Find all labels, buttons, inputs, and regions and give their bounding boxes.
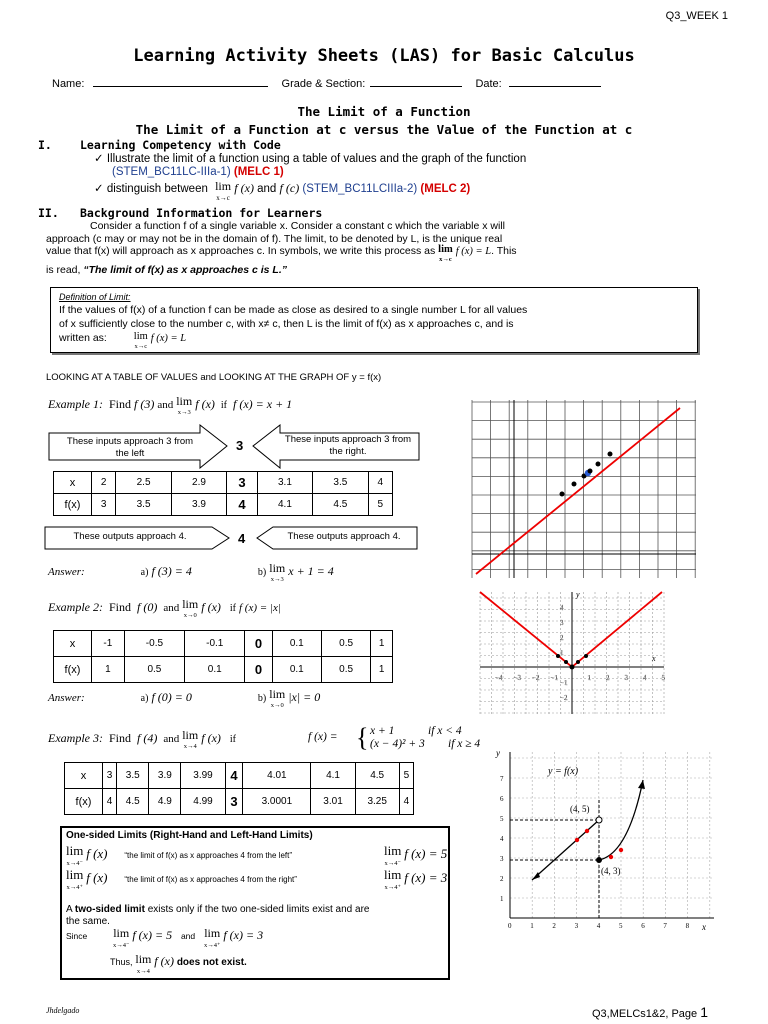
tick-label: 1 [500, 895, 504, 903]
lim-word: lim [384, 843, 402, 858]
check-icon: ✓ [94, 153, 104, 165]
function-line [480, 592, 662, 667]
piecewise-cond-2: if x ≥ 4 [448, 738, 481, 750]
data-point [560, 492, 565, 497]
lim-sub: x→3 [270, 576, 284, 583]
lim-sub: x→4 [183, 743, 197, 750]
fx-expr: f (x) [195, 397, 215, 411]
background-paragraph [46, 220, 726, 277]
example-1-table [53, 471, 393, 516]
data-point [609, 855, 613, 859]
looking-heading: LOOKING AT A TABLE OF VALUES and LOOKING AT THE GRAPH OF y = f(x) [46, 372, 382, 383]
lim-word: lim [215, 179, 232, 193]
since-right-value: f (x) = 3 [223, 928, 264, 942]
table-cell: 4.1 [311, 763, 355, 789]
grid-lines [472, 400, 696, 578]
answer-b: x + 1 = 4 [288, 564, 334, 578]
graph-3 [488, 744, 718, 934]
tick-label: 5 [500, 815, 504, 823]
data-point [564, 660, 568, 664]
if-word: if [229, 603, 236, 614]
out-right-text: These outputs approach 4. [287, 531, 401, 542]
lim-sub: x→4 [136, 968, 150, 975]
right-limit-value: f (x) = 3 [404, 870, 448, 885]
table-cell: 2.9 [171, 472, 226, 494]
tick-label: 6 [641, 922, 645, 930]
name-field[interactable] [93, 86, 268, 87]
tick-label: 4 [596, 922, 601, 930]
f3-expr: f (3) [134, 397, 155, 411]
tick-label: 2 [606, 674, 610, 682]
f0-expr: f (0) [137, 600, 158, 614]
lim-word: lim [176, 394, 193, 408]
and-word: and [157, 399, 174, 411]
lim-word: lim [269, 561, 286, 575]
answer-b-label: b) [257, 693, 267, 704]
table-cell: 0.5 [321, 631, 370, 657]
para-line-4-quote: “The limit of f(x) as x approaches c is L.” [83, 264, 287, 277]
axis-label-x: x [652, 654, 656, 663]
fx-expr: f (x) [201, 600, 221, 614]
left-limit-value: f (x) = 5 [404, 846, 448, 861]
competency-2 [94, 181, 470, 203]
since-word: Since [66, 931, 88, 941]
melc-1-badge: (MELC 1) [233, 166, 284, 178]
data-point [570, 665, 575, 670]
table-cell: 0.1 [185, 657, 245, 683]
point-label-4-5: (4, 5) [570, 804, 590, 814]
lim-word: lim [66, 843, 84, 858]
tick-label: 2 [500, 875, 504, 883]
grid-lines [510, 752, 714, 918]
example-2-answer [48, 687, 321, 710]
data-point [584, 654, 588, 658]
one-sided-limits-box [60, 826, 450, 980]
tick-label: 1 [530, 922, 534, 930]
two-sided-b: exists only if the two one-sided limits exist and are [147, 904, 370, 915]
tick-label: 4 [560, 604, 564, 612]
table-cell: 5 [368, 494, 392, 516]
point-label-4-3: (4, 3) [601, 866, 621, 876]
center-4: 4 [238, 531, 246, 546]
answer-a-label: a) [140, 567, 149, 578]
lim-sub: x→0 [183, 612, 197, 619]
thus-fx: f (x) [154, 954, 174, 968]
lim-word: lim [133, 331, 148, 342]
lim-sub: x→4⁺ [204, 942, 221, 949]
answer-a-label: a) [140, 693, 149, 704]
fx-definition: f (x) = |x| [239, 602, 281, 614]
example-1-answer [48, 561, 334, 584]
two-sided-bold: two-sided limit [74, 904, 145, 915]
open-point [596, 817, 602, 823]
lim-sub: x→4⁺ [66, 884, 83, 891]
section-1-heading: Learning Competency with Code [80, 138, 281, 152]
table-cell: -0.1 [185, 631, 245, 657]
lim-word: lim [269, 687, 286, 701]
brace-icon: { [356, 723, 369, 752]
page-label: Q3,MELCs1&2, Page [591, 1008, 698, 1020]
tick-label: 0 [508, 922, 512, 930]
competency-1-code-line [112, 166, 284, 178]
table-cell: -0.5 [124, 631, 184, 657]
dne-text: does not exist. [176, 957, 247, 968]
two-sided-text [66, 904, 446, 928]
table-cell: 0.1 [272, 631, 321, 657]
example-1-label: Example 1: [48, 397, 103, 411]
out-left-text: These outputs approach 4. [73, 531, 187, 542]
since-left-value: f (x) = 5 [132, 928, 173, 942]
example-2-table [53, 630, 393, 683]
table-cell: 3.0001 [243, 789, 311, 815]
lim-word: lim [113, 926, 130, 940]
arrow-outputs-right [256, 525, 418, 551]
week-label: Q3_WEEK 1 [665, 10, 728, 22]
answer-a: f (3) = 4 [151, 564, 192, 578]
arrow-right-text: These inputs approach 3 from the right. [284, 434, 412, 457]
data-point [608, 452, 613, 457]
example-3-table [64, 762, 414, 815]
lim-word: lim [204, 926, 221, 940]
name-label: Name: [52, 78, 85, 90]
para-line-1: Consider a function f of a single variable x. Consider a constant c which the variable x will [90, 220, 505, 232]
data-point [596, 462, 601, 467]
data-point [619, 848, 623, 852]
example-2-line [48, 597, 281, 620]
para-line-4 [46, 264, 726, 277]
tick-label: 4 [643, 674, 647, 682]
lim-sub: x→4⁻ [113, 942, 130, 949]
example-2-label: Example 2: [48, 600, 103, 614]
table-row [65, 763, 414, 789]
page-number: 1 [700, 1004, 708, 1020]
fc-expr: f (c) [279, 181, 300, 195]
answer-label: Answer: [48, 566, 85, 578]
fx-expr: f (x) [201, 731, 221, 745]
tick-label: −2 [560, 694, 568, 702]
table-cell: 0 [245, 657, 272, 683]
tick-label: −1 [560, 679, 568, 687]
fx-eq-L: f (x) = L [455, 246, 492, 258]
piecewise-cond-1: if x < 4 [428, 725, 462, 737]
definition-line-2: of x sufficiently close to the number c, with x≠ c, then L is the limit of f(x) as x approaches c, and is [59, 318, 514, 330]
fx-expr: f (x) [234, 181, 254, 195]
tick-label: 3 [500, 855, 504, 863]
table-cell: 3.9 [171, 494, 226, 516]
f4-expr: f (4) [137, 731, 158, 745]
tick-label: −1 [550, 674, 558, 682]
func-label: y = f(x) [548, 766, 579, 777]
table-cell: 5 [399, 763, 413, 789]
since-row [66, 928, 446, 951]
table-cell: 1 [371, 657, 393, 683]
table-cell: 3.01 [311, 789, 355, 815]
tick-label: 3 [574, 922, 579, 930]
data-point [575, 838, 579, 842]
graph-1 [470, 398, 698, 580]
tick-label: 8 [685, 922, 690, 930]
table-cell: 4 [368, 472, 392, 494]
author-signature: Jhdelgado [46, 1006, 80, 1015]
tick-label: 1 [587, 674, 591, 682]
page-footer [592, 1004, 708, 1020]
competency-2-code: (STEM_BC11LCIIIa-2) [302, 183, 418, 195]
table-cell: 0.5 [124, 657, 184, 683]
competency-1-code: (STEM_BC11LC-IIIa-1) [112, 166, 231, 178]
table-cell: 2 [92, 472, 116, 494]
axis-label-x: x [702, 922, 706, 932]
answer-a: f (0) = 0 [151, 690, 192, 704]
and-word: and [257, 183, 277, 195]
piecewise-case-1: x + 1 [370, 725, 395, 737]
and-word: and [163, 733, 180, 745]
arrow-inputs-right [252, 424, 420, 469]
axis-label-y: y [576, 590, 580, 599]
two-sided-c: the same. [66, 916, 110, 927]
tick-label: 1 [560, 649, 564, 657]
lim-word: lim [182, 728, 199, 742]
section-1-num: I. [38, 138, 52, 152]
right-limit-row [66, 867, 448, 893]
thus-row [110, 954, 440, 977]
table-cell: 3.9 [149, 763, 181, 789]
lim-sub: x→4⁺ [384, 884, 401, 891]
tick-label: −3 [513, 674, 521, 682]
para-line-3b: . This [491, 245, 517, 258]
competency-2-text: distinguish between [106, 183, 208, 195]
competency-1-text: Illustrate the limit of a function using a table of values and the graph of the function [106, 153, 527, 165]
lim-sub: x→c [216, 194, 230, 202]
para-line-4a: is read, [46, 264, 81, 277]
lim-sub: x→3 [177, 409, 191, 416]
tick-label: 3 [560, 619, 564, 627]
grid-lines [480, 592, 666, 714]
table-cell: f(x) [54, 657, 92, 683]
topic-subtitle: The Limit of a Function at c versus the Value of the Function at c [135, 122, 633, 137]
thus-word: Thus, [110, 957, 133, 967]
table-cell: 3.1 [257, 472, 312, 494]
piecewise-case-2: (x − 4)² + 3 [370, 738, 425, 750]
para-line-3a: value that f(x) will approach as x approaches c. In symbols, we write this process as [46, 245, 436, 258]
table-cell: 4 [103, 789, 117, 815]
table-cell: 4.9 [149, 789, 181, 815]
para-line-2: approach (c may or may not be in the domain of f). The limit, to be denoted by L, is the unique real [46, 232, 503, 245]
definition-line-3 [59, 332, 186, 351]
arrow-inputs-left [48, 424, 228, 469]
melc-2-badge: (MELC 2) [420, 183, 471, 195]
table-cell: 4 [399, 789, 413, 815]
fx-eq-L: f (x) = L [150, 333, 187, 344]
data-point [576, 660, 580, 664]
grade-field[interactable] [370, 86, 462, 87]
answer-b: |x| = 0 [288, 690, 321, 704]
table-cell: 3 [227, 472, 258, 494]
table-cell: 4.5 [313, 494, 368, 516]
fx-definition: f (x) = x + 1 [233, 397, 293, 411]
left-limit-desc: “the limit of f(x) as x approaches 4 from the left” [124, 851, 293, 860]
table-cell: 4.01 [243, 763, 311, 789]
function-line [476, 408, 680, 574]
tick-label: 5 [661, 674, 665, 682]
lim-sub: x→c [134, 343, 148, 350]
lim-sub: x→4⁻ [384, 860, 401, 867]
competency-1 [94, 152, 694, 166]
table-cell: -1 [92, 631, 125, 657]
lim-sub: x→c [439, 256, 452, 264]
table-cell: 1 [92, 657, 125, 683]
left-limit-row [66, 843, 448, 869]
table-cell: 4.5 [117, 789, 149, 815]
tick-label: −4 [495, 674, 503, 682]
grade-label: Grade & Section: [281, 78, 366, 90]
definition-line-1: If the values of f(x) of a function f can be made as close as desired to a single number L for all values [59, 304, 528, 316]
para-line-3 [46, 245, 726, 264]
find-word: Find [108, 600, 131, 614]
table-cell: x [54, 472, 92, 494]
table-cell: x [65, 763, 103, 789]
table-row [54, 472, 393, 494]
example-3-label: Example 3: [48, 731, 103, 745]
table-row [54, 657, 393, 683]
answer-b-label: b) [257, 567, 267, 578]
lim-sub: x→0 [270, 702, 284, 709]
tick-label: 2 [560, 634, 564, 642]
data-point [556, 654, 560, 658]
example-3-line [48, 728, 236, 751]
table-cell: x [54, 631, 92, 657]
table-cell: 3 [225, 789, 243, 815]
fx-expr: f (x) [86, 846, 108, 861]
tick-label: 6 [500, 795, 504, 803]
arrow-head [638, 780, 645, 789]
table-cell: 4.1 [257, 494, 312, 516]
answer-label: Answer: [48, 692, 85, 704]
table-cell: f(x) [54, 494, 92, 516]
table-cell: 0.1 [272, 657, 321, 683]
tick-label: 2 [552, 922, 556, 930]
one-sided-title: One-sided Limits (Right-Hand and Left-Hand Limits) [66, 830, 313, 841]
data-point [585, 829, 589, 833]
table-cell: 4 [227, 494, 258, 516]
and-word: and [163, 602, 180, 614]
left-piece [532, 820, 599, 880]
data-point [588, 469, 593, 474]
if-word: if [229, 734, 236, 745]
arrow-outputs-left [44, 525, 230, 551]
piecewise-lhs: f (x) = [308, 731, 338, 743]
example-1-line [48, 394, 293, 417]
table-cell: 3.5 [313, 472, 368, 494]
section-2-heading: Background Information for Learners [80, 206, 323, 220]
date-field[interactable] [509, 86, 601, 87]
find-word: Find [108, 397, 131, 411]
table-cell: 0 [245, 631, 272, 657]
table-cell: 3.5 [116, 494, 171, 516]
table-row [54, 631, 393, 657]
page-title: Learning Activity Sheets (LAS) for Basic Calculus [133, 46, 635, 66]
tick-label: 7 [500, 775, 504, 783]
table-row [54, 494, 393, 516]
date-label: Date: [475, 78, 502, 90]
axis-label-y: y [496, 748, 500, 758]
table-cell: f(x) [65, 789, 103, 815]
table-cell: 3.99 [181, 763, 225, 789]
lim-word: lim [384, 867, 402, 882]
data-point [572, 482, 577, 487]
and-word: and [180, 931, 196, 941]
if-word: if [220, 400, 227, 411]
lim-word: lim [135, 952, 152, 966]
lim-word: lim [182, 597, 199, 611]
find-word: Find [108, 731, 131, 745]
table-cell: 0.5 [321, 657, 370, 683]
fx-expr: f (x) [86, 870, 108, 885]
header-fields [52, 78, 601, 90]
tick-label: 5 [619, 922, 623, 930]
section-2-num: II. [38, 206, 59, 220]
tick-label: 3 [624, 674, 628, 682]
table-cell: 3 [92, 494, 116, 516]
lim-word: lim [438, 244, 453, 256]
tick-label: 7 [663, 922, 667, 930]
arrow-left-text: These inputs approach 3 from the left [66, 436, 194, 459]
check-icon: ✓ [94, 183, 104, 195]
closed-point [596, 857, 602, 863]
lim-sub: x→4⁻ [66, 860, 83, 867]
tick-label: 4 [500, 835, 504, 843]
definition-line-3-text: written as: [59, 332, 107, 344]
graph-2 [476, 588, 666, 716]
definition-box [50, 287, 698, 353]
table-cell: 3.5 [117, 763, 149, 789]
definition-title: Definition of Limit: [59, 292, 131, 302]
topic-title: The Limit of a Function [297, 104, 471, 119]
right-limit-desc: “the limit of f(x) as x approaches 4 from the right” [124, 875, 297, 884]
table-cell: 4.5 [355, 763, 399, 789]
center-3: 3 [236, 438, 244, 453]
table-cell: 4.99 [181, 789, 225, 815]
table-cell: 3 [103, 763, 117, 789]
two-sided-a: A [66, 904, 73, 915]
table-cell: 4 [225, 763, 243, 789]
table-cell: 3.25 [355, 789, 399, 815]
table-row [65, 789, 414, 815]
table-cell: 1 [371, 631, 393, 657]
tick-label: −2 [532, 674, 540, 682]
lim-word: lim [66, 867, 84, 882]
table-cell: 2.5 [116, 472, 171, 494]
